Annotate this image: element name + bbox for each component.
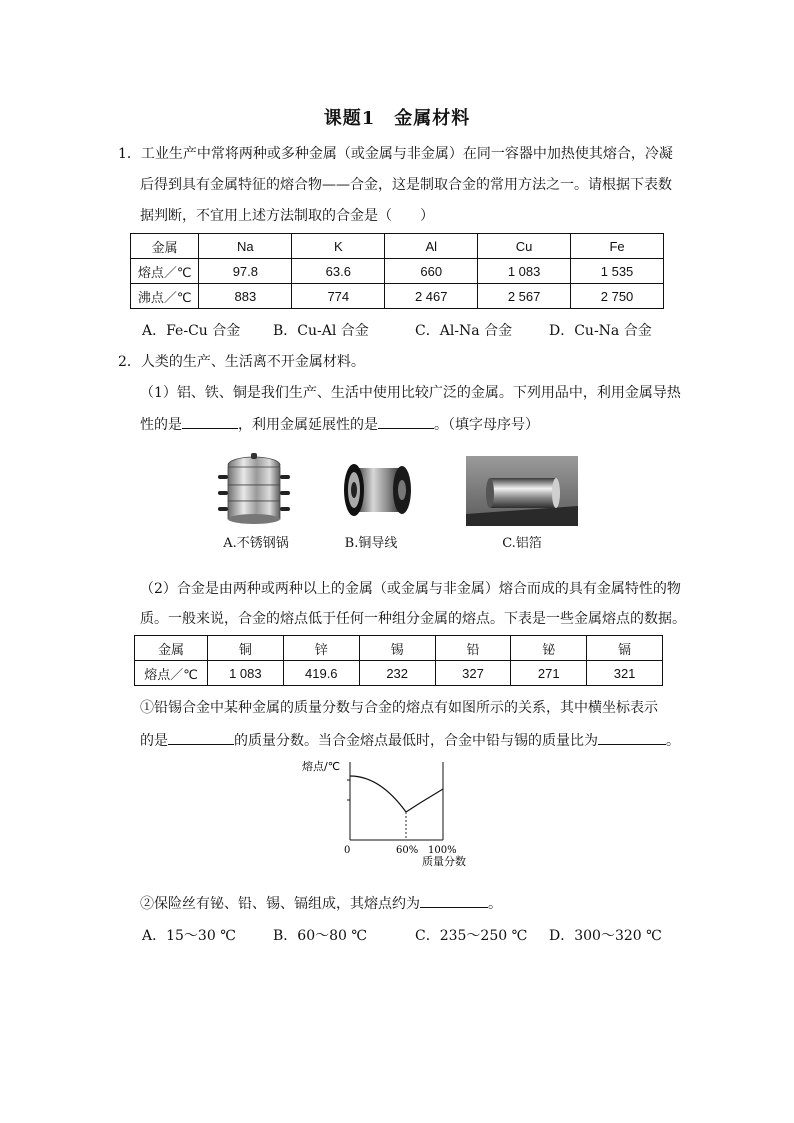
q1-option-d[interactable]: D．Cu-Na 合金 xyxy=(549,323,652,339)
table-cell: 金属 xyxy=(135,636,208,661)
table-cell: Na xyxy=(199,234,292,259)
table-row xyxy=(131,259,664,284)
table-cell: 232 xyxy=(359,661,435,686)
table-cell: Al xyxy=(385,234,478,259)
table-cell: 97.8 xyxy=(199,259,292,284)
answer-blank-mass-ratio[interactable] xyxy=(598,730,666,745)
image-caption-c: C.铝箔 xyxy=(502,536,542,551)
graph-curve-right xyxy=(406,789,443,812)
table-cell: 镉 xyxy=(587,636,663,661)
table-cell: 419.6 xyxy=(283,661,359,686)
table-cell: 沸点／℃ xyxy=(131,284,199,309)
q2-option-b[interactable]: B．60～80 ℃ xyxy=(273,928,368,944)
text-span: 性的是 xyxy=(140,417,182,433)
graph-y-label: 熔点/℃ xyxy=(302,760,341,773)
text-span: 。 xyxy=(488,896,502,912)
table-cell: 774 xyxy=(292,284,385,309)
table-cell: 熔点／℃ xyxy=(135,661,208,686)
q2-part1-line1: （1）铝、铁、铜是我们生产、生活中使用比较广泛的金属。下列用品中，利用金属导热 xyxy=(140,385,681,401)
table-cell: K xyxy=(292,234,385,259)
copper-wire-image xyxy=(336,458,416,524)
text-span: ②保险丝有铋、铅、锡、镉组成，其熔点约为 xyxy=(140,896,420,912)
table-cell: 锡 xyxy=(359,636,435,661)
table-row xyxy=(135,661,663,686)
melting-point-graph xyxy=(300,756,480,872)
table-cell: 1 535 xyxy=(571,259,664,284)
q2-melting-point-table xyxy=(134,635,663,686)
table-cell: 321 xyxy=(587,661,663,686)
answer-blank-x-axis-metal[interactable] xyxy=(168,730,234,745)
text-span: 。 xyxy=(666,733,680,749)
table-cell: 铜 xyxy=(207,636,283,661)
q1-option-b[interactable]: B．Cu-Al 合金 xyxy=(273,323,369,339)
table-cell: 2 750 xyxy=(571,284,664,309)
table-cell: 熔点／℃ xyxy=(131,259,199,284)
q1-text-line2: 后得到具有金属特征的熔合物——合金，这是制取合金的常用方法之一。请根据下表数 xyxy=(140,177,672,193)
text-span: 的质量分数。当合金熔点最低时，合金中铅与锡的质量比为 xyxy=(234,733,598,749)
table-row xyxy=(131,234,664,259)
q1-option-a[interactable]: A．Fe-Cu 合金 xyxy=(142,323,241,339)
table-cell: 63.6 xyxy=(292,259,385,284)
q2-sub1-line1: ①铅锡合金中某种金属的质量分数与合金的熔点有如图所示的关系，其中横坐标表示 xyxy=(140,700,658,716)
table-cell: Fe xyxy=(571,234,664,259)
table-cell: 883 xyxy=(199,284,292,309)
page-title: 课题1 金属材料 xyxy=(323,108,471,129)
text-span: 的是 xyxy=(140,733,168,749)
table-cell: 1 083 xyxy=(478,259,571,284)
q1-text-line1: 1．工业生产中常将两种或多种金属（或金属与非金属）在同一容器中加热使其熔合，冷凝 xyxy=(118,146,673,162)
table-cell: 327 xyxy=(435,661,511,686)
table-cell: 660 xyxy=(385,259,478,284)
table-row xyxy=(131,284,664,309)
table-cell: 1 083 xyxy=(207,661,283,686)
q2-options xyxy=(142,925,662,945)
table-cell: 2 467 xyxy=(385,284,478,309)
graph-x-label: 质量分数 xyxy=(422,855,466,868)
table-row xyxy=(135,636,663,661)
q1-option-c[interactable]: C．Al-Na 合金 xyxy=(415,323,513,339)
q1-options xyxy=(142,320,652,340)
q2-part2-line1: （2）合金是由两种或两种以上的金属（或金属与非金属）熔合而成的具有金属特性的物 xyxy=(140,581,681,597)
text-span: 。（填字母序号） xyxy=(434,417,539,433)
q1-metal-table xyxy=(130,233,664,309)
text-span: ，利用金属延展性的是 xyxy=(238,417,378,433)
q2-sub1-line2 xyxy=(140,730,680,751)
table-cell: Cu xyxy=(478,234,571,259)
table-cell: 铋 xyxy=(511,636,587,661)
image-caption-a: A.不锈钢锅 xyxy=(223,536,289,551)
image-caption-b: B.铜导线 xyxy=(344,536,398,551)
q1-text-line3: 据判断，不宜用上述方法制取的合金是（ ） xyxy=(140,208,434,224)
table-cell: 铅 xyxy=(435,636,511,661)
answer-blank-ductility[interactable] xyxy=(378,414,434,429)
q2-intro: 2．人类的生产、生活离不开金属材料。 xyxy=(118,354,365,370)
answer-blank-thermal[interactable] xyxy=(182,414,238,429)
q2-option-a[interactable]: A．15～30 ℃ xyxy=(142,928,236,944)
q2-part1-line2 xyxy=(140,414,539,435)
graph-tick-60: 60% xyxy=(396,845,419,856)
table-cell: 金属 xyxy=(131,234,199,259)
q2-sub2-line xyxy=(140,893,502,914)
graph-curve-left xyxy=(350,776,406,812)
q2-option-c[interactable]: C．235～250 ℃ xyxy=(415,928,528,944)
q2-option-d[interactable]: D．300～320 ℃ xyxy=(549,928,662,944)
graph-tick-100: 100% xyxy=(428,845,457,856)
table-cell: 271 xyxy=(511,661,587,686)
graph-origin-label: 0 xyxy=(344,845,351,856)
steel-pot-image xyxy=(212,447,296,527)
aluminum-foil-image xyxy=(466,456,578,526)
table-cell: 2 567 xyxy=(478,284,571,309)
answer-blank-fuse-melting-point[interactable] xyxy=(420,893,488,908)
q2-part2-line2: 质。一般来说，合金的熔点低于任何一种组分金属的熔点。下表是一些金属熔点的数据。 xyxy=(140,611,686,627)
table-cell: 锌 xyxy=(283,636,359,661)
